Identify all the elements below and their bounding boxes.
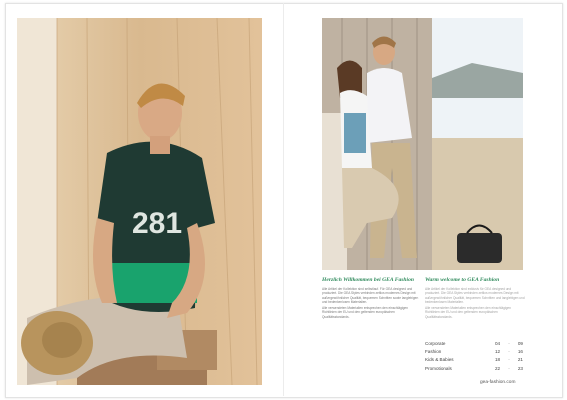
toc-start-page: 12 xyxy=(495,349,501,355)
toc-row[interactable] xyxy=(425,365,523,373)
toc-separator: - xyxy=(508,365,510,371)
toc-separator: - xyxy=(508,341,510,346)
couple-illustration xyxy=(322,18,523,270)
welcome-title-english: Warm welcome to GEA Fashion xyxy=(425,277,500,283)
welcome-title-german: Herzlich Willkommen bei GEA Fashion xyxy=(322,277,415,283)
toc-row[interactable] xyxy=(425,356,523,364)
person-with-hat-photo xyxy=(17,18,262,385)
welcome-paragraph: Alle verwendeten Materialien entsprechen den einschlägigen Richtlinien der EU und den geltenden europäischen Qualitätsstandards. xyxy=(425,306,511,319)
welcome-column-german xyxy=(322,277,422,321)
welcome-paragraph: Alle Artikel der Kollektion sind exklusiv für GEA designed und produziert. Die GEA Styles verbinden zeitlos modernes Design mit außergewöhnlicher Qualität, bequemen Schnitten und langlebigen und bedenkenlosen Materialien. xyxy=(425,287,525,304)
welcome-paragraph: Alle verwendeten Materialien entsprechen den einschlägigen Richtlinien der EU und den geltenden europäischen Qualitätsstandards. xyxy=(322,306,408,319)
toc-pages xyxy=(495,365,523,373)
toc-start-page: 22 xyxy=(495,365,501,371)
welcome-column-english xyxy=(425,277,525,321)
toc-separator: - xyxy=(508,357,510,363)
toc-label: Corporate xyxy=(425,341,446,346)
toc-pages xyxy=(495,348,523,356)
toc-label: Promotionals xyxy=(425,365,452,371)
person-with-hat-illustration xyxy=(17,18,262,385)
table-of-contents xyxy=(425,340,523,373)
toc-separator: - xyxy=(508,349,510,355)
toc-pages xyxy=(495,356,523,364)
couple-photo xyxy=(322,18,523,270)
welcome-body-english xyxy=(425,287,525,319)
toc-label: Fashion xyxy=(425,349,442,355)
toc-row[interactable] xyxy=(425,340,523,348)
toc-start-page: 04 xyxy=(495,341,501,346)
welcome-paragraph: Alle Artikel der Kollektion sind selbstlauf. Für GEA designed und produziert. Die GEA Styles verbinden zeitlos modernes Design mit außergewöhnlicher Qualität, bequemen Schnitten sowie langlebigen und bedenkenlosen Materialien. xyxy=(322,287,419,304)
toc-label: Kids & Babies xyxy=(425,357,454,363)
toc-pages xyxy=(495,340,523,348)
svg-text:281: 281 xyxy=(132,207,183,240)
toc-end-page: 21 xyxy=(517,357,523,363)
website-link[interactable]: gea-fashion.com xyxy=(480,380,516,385)
page-spine xyxy=(283,3,284,396)
toc-row[interactable] xyxy=(425,348,523,356)
toc-end-page: 16 xyxy=(517,349,523,355)
toc-end-page: 09 xyxy=(517,341,523,346)
welcome-body-german xyxy=(322,287,422,319)
toc-end-page: 23 xyxy=(517,365,523,371)
toc-start-page: 18 xyxy=(495,357,501,363)
